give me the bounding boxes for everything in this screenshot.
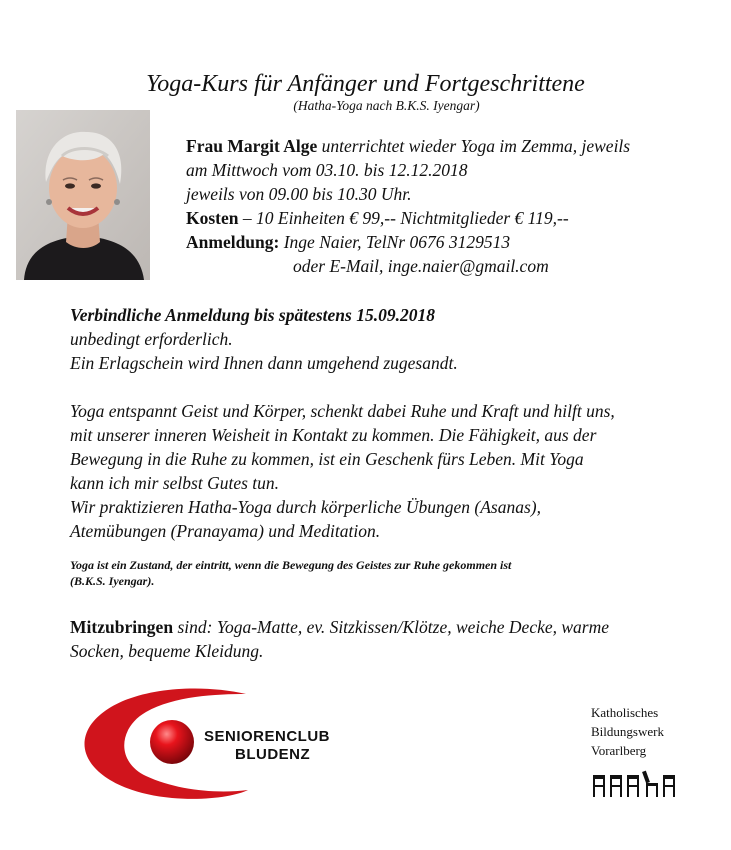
chair-icon bbox=[627, 775, 639, 797]
description-line: Bewegung in die Ruhe zu kommen, ist ein Geschenk fürs Leben. Mit Yoga bbox=[70, 449, 584, 469]
course-dates: am Mittwoch vom 03.10. bis 12.12.2018 bbox=[186, 160, 468, 180]
kbw-line3: Vorarlberg bbox=[591, 743, 647, 758]
registration-email: oder E-Mail, inge.naier@gmail.com bbox=[293, 256, 549, 276]
bring-text: sind: Yoga-Matte, ev. Sitzkissen/Klötze, weiche Decke, warme bbox=[173, 617, 610, 637]
description-line: kann ich mir selbst Gutes tun. bbox=[70, 473, 280, 493]
chair-icon bbox=[642, 771, 658, 797]
bring-section bbox=[70, 615, 720, 663]
kbw-line2: Bildungswerk bbox=[591, 724, 664, 739]
chair-icon bbox=[663, 775, 675, 797]
deadline-heading: Verbindliche Anmeldung bis spätestens 15.09.2018 bbox=[70, 305, 435, 325]
kbw-logo-text bbox=[591, 703, 664, 760]
teacher-text: unterrichtet wieder Yoga im Zemma, jeweils bbox=[317, 136, 631, 156]
description-line: mit unserer inneren Weisheit in Kontakt zu kommen. Die Fähigkeit, aus der bbox=[70, 425, 597, 445]
description-line: Wir praktizieren Hatha-Yoga durch körperliche Übungen (Asanas), bbox=[70, 497, 541, 517]
portrait-image bbox=[16, 110, 150, 280]
bring-label: Mitzubringen bbox=[70, 617, 174, 637]
chair-icon bbox=[610, 775, 622, 797]
page-subtitle: (Hatha-Yoga nach B.K.S. Iyengar) bbox=[293, 98, 480, 113]
teacher-photo bbox=[16, 110, 150, 280]
deadline-line: unbedingt erforderlich. bbox=[70, 329, 233, 349]
costs-label: Kosten bbox=[186, 208, 239, 228]
course-times: jeweils von 09.00 bis 10.30 Uhr. bbox=[186, 184, 412, 204]
club-name-line1: SENIORENCLUB bbox=[204, 728, 331, 745]
quote-attribution: (B.K.S. Iyengar). bbox=[70, 574, 155, 588]
seniorenclub-name bbox=[204, 728, 330, 764]
course-info bbox=[186, 134, 726, 278]
deadline-section bbox=[70, 303, 720, 375]
bring-text-2: Socken, bequeme Kleidung. bbox=[70, 641, 264, 661]
page-title: Yoga-Kurs für Anfänger und Fortgeschrittene bbox=[146, 71, 585, 97]
registration-label: Anmeldung: bbox=[186, 232, 280, 252]
iyengar-quote bbox=[70, 557, 720, 589]
deadline-line: Ein Erlagschein wird Ihnen dann umgehend zugesandt. bbox=[70, 353, 458, 373]
kbw-line1: Katholisches bbox=[591, 705, 659, 720]
club-name-line2: BLUDENZ bbox=[235, 746, 311, 763]
description-section bbox=[70, 399, 720, 543]
costs-text: – 10 Einheiten € 99,-- Nichtmitglieder € 119,-- bbox=[238, 208, 569, 228]
description-line: Yoga entspannt Geist und Körper, schenkt dabei Ruhe und Kraft und hilft uns, bbox=[70, 401, 615, 421]
registration-contact: Inge Naier, TelNr 0676 3129513 bbox=[279, 232, 511, 252]
quote-line: Yoga ist ein Zustand, der eintritt, wenn die Bewegung des Geistes zur Ruhe gekommen ist bbox=[70, 558, 512, 572]
chair-icon bbox=[593, 775, 605, 797]
chairs-icon bbox=[591, 769, 681, 799]
description-line: Atemübungen (Pranayama) und Meditation. bbox=[70, 521, 381, 541]
teacher-name: Frau Margit Alge bbox=[186, 136, 318, 156]
